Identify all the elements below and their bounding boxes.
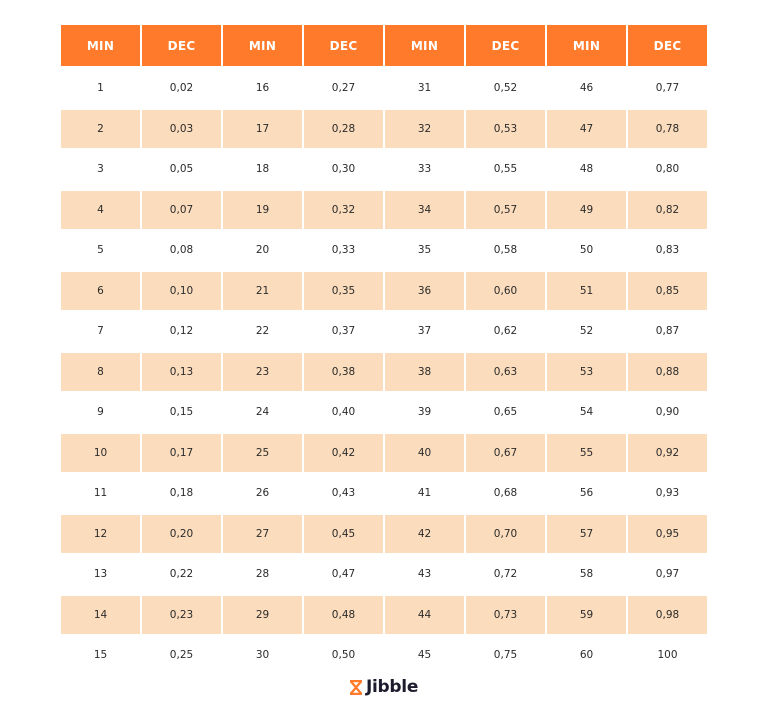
minutes-cell: 5	[97, 244, 104, 257]
decimal-cell: 0,02	[169, 82, 194, 95]
header-cell: MIN	[223, 25, 302, 66]
decimal-cell: 0,35	[304, 272, 383, 310]
decimal-cell: 0,63	[466, 353, 545, 391]
decimal-cell: 0,22	[169, 568, 194, 581]
minutes-cell: 9	[97, 406, 104, 419]
minutes-cell: 41	[417, 487, 432, 500]
minutes-cell: 15	[93, 649, 108, 662]
minutes-cell: 50	[579, 244, 594, 257]
minutes-cell: 3	[97, 163, 104, 176]
decimal-cell: 0,52	[493, 82, 518, 95]
decimal-cell: 0,15	[169, 406, 194, 419]
decimal-cell: 0,03	[142, 110, 221, 148]
conversion-table	[61, 25, 709, 676]
minutes-cell: 11	[93, 487, 108, 500]
decimal-cell: 0,88	[628, 353, 707, 391]
decimal-cell: 0,37	[331, 325, 356, 338]
decimal-cell: 0,50	[331, 649, 356, 662]
header-cell: DEC	[142, 25, 221, 66]
minutes-cell: 22	[255, 325, 270, 338]
table-row	[61, 433, 709, 474]
table-row	[61, 554, 709, 595]
minutes-cell: 14	[61, 596, 140, 634]
decimal-cell: 0,13	[142, 353, 221, 391]
minutes-cell: 40	[385, 434, 464, 472]
minutes-cell: 34	[385, 191, 464, 229]
table-row	[61, 271, 709, 312]
minutes-cell: 32	[385, 110, 464, 148]
logo-text: Jibble	[366, 677, 419, 697]
decimal-cell: 0,53	[466, 110, 545, 148]
decimal-cell: 0,33	[331, 244, 356, 257]
decimal-cell: 0,30	[331, 163, 356, 176]
decimal-cell: 0,38	[304, 353, 383, 391]
minutes-cell: 25	[223, 434, 302, 472]
minutes-cell: 28	[255, 568, 270, 581]
header-cell: MIN	[547, 25, 626, 66]
decimal-cell: 0,92	[628, 434, 707, 472]
minutes-cell: 23	[223, 353, 302, 391]
table-row	[61, 109, 709, 150]
decimal-cell: 0,60	[466, 272, 545, 310]
minutes-cell: 31	[417, 82, 432, 95]
decimal-cell: 0,65	[493, 406, 518, 419]
decimal-cell: 0,32	[304, 191, 383, 229]
table-row	[61, 68, 709, 109]
decimal-cell: 0,28	[304, 110, 383, 148]
header-cell: MIN	[61, 25, 140, 66]
decimal-cell: 0,75	[493, 649, 518, 662]
table-row	[61, 595, 709, 636]
decimal-cell: 0,55	[493, 163, 518, 176]
minutes-cell: 49	[547, 191, 626, 229]
decimal-cell: 0,85	[628, 272, 707, 310]
table-row	[61, 514, 709, 555]
table-row	[61, 635, 709, 676]
decimal-cell: 0,83	[655, 244, 680, 257]
table-row	[61, 392, 709, 433]
decimal-cell: 0,62	[493, 325, 518, 338]
decimal-cell: 0,43	[331, 487, 356, 500]
minutes-cell: 52	[579, 325, 594, 338]
decimal-cell: 0,77	[655, 82, 680, 95]
decimal-cell: 0,93	[655, 487, 680, 500]
decimal-cell: 0,42	[304, 434, 383, 472]
minutes-cell: 17	[223, 110, 302, 148]
minutes-cell: 4	[61, 191, 140, 229]
decimal-cell: 0,48	[304, 596, 383, 634]
minutes-cell: 37	[417, 325, 432, 338]
minutes-cell: 26	[255, 487, 270, 500]
decimal-cell: 0,98	[628, 596, 707, 634]
minutes-cell: 21	[223, 272, 302, 310]
decimal-cell: 0,25	[169, 649, 194, 662]
decimal-cell: 0,72	[493, 568, 518, 581]
minutes-cell: 53	[547, 353, 626, 391]
minutes-cell: 18	[255, 163, 270, 176]
decimal-cell: 100	[657, 649, 678, 662]
minutes-cell: 36	[385, 272, 464, 310]
table-row	[61, 230, 709, 271]
table-row	[61, 311, 709, 352]
minutes-cell: 33	[417, 163, 432, 176]
decimal-cell: 0,47	[331, 568, 356, 581]
table-row	[61, 352, 709, 393]
decimal-cell: 0,80	[655, 163, 680, 176]
minutes-cell: 39	[417, 406, 432, 419]
decimal-cell: 0,90	[655, 406, 680, 419]
minutes-cell: 2	[61, 110, 140, 148]
table-row	[61, 190, 709, 231]
minutes-cell: 48	[579, 163, 594, 176]
minutes-cell: 20	[255, 244, 270, 257]
minutes-cell: 60	[579, 649, 594, 662]
table-row	[61, 473, 709, 514]
decimal-cell: 0,45	[304, 515, 383, 553]
minutes-cell: 8	[61, 353, 140, 391]
decimal-cell: 0,95	[628, 515, 707, 553]
minutes-cell: 35	[417, 244, 432, 257]
header-cell: DEC	[628, 25, 707, 66]
decimal-cell: 0,20	[142, 515, 221, 553]
minutes-cell: 43	[417, 568, 432, 581]
minutes-cell: 29	[223, 596, 302, 634]
minutes-cell: 46	[579, 82, 594, 95]
decimal-cell: 0,17	[142, 434, 221, 472]
decimal-cell: 0,97	[655, 568, 680, 581]
decimal-cell: 0,10	[142, 272, 221, 310]
decimal-cell: 0,73	[466, 596, 545, 634]
decimal-cell: 0,08	[169, 244, 194, 257]
minutes-cell: 12	[61, 515, 140, 553]
decimal-cell: 0,27	[331, 82, 356, 95]
minutes-cell: 7	[97, 325, 104, 338]
minutes-cell: 47	[547, 110, 626, 148]
minutes-cell: 38	[385, 353, 464, 391]
minutes-cell: 58	[579, 568, 594, 581]
decimal-cell: 0,70	[466, 515, 545, 553]
decimal-cell: 0,18	[169, 487, 194, 500]
decimal-cell: 0,07	[142, 191, 221, 229]
hourglass-icon	[349, 679, 363, 696]
header-cell: DEC	[304, 25, 383, 66]
header-cell: MIN	[385, 25, 464, 66]
minutes-cell: 6	[61, 272, 140, 310]
minutes-cell: 44	[385, 596, 464, 634]
table-header-row	[61, 25, 709, 68]
minutes-cell: 13	[93, 568, 108, 581]
decimal-cell: 0,58	[493, 244, 518, 257]
minutes-cell: 30	[255, 649, 270, 662]
decimal-cell: 0,40	[331, 406, 356, 419]
minutes-cell: 59	[547, 596, 626, 634]
minutes-cell: 27	[223, 515, 302, 553]
minutes-cell: 1	[97, 82, 104, 95]
minutes-cell: 56	[579, 487, 594, 500]
minutes-cell: 10	[61, 434, 140, 472]
decimal-cell: 0,87	[655, 325, 680, 338]
decimal-cell: 0,57	[466, 191, 545, 229]
jibble-logo	[349, 676, 418, 698]
decimal-cell: 0,78	[628, 110, 707, 148]
minutes-cell: 42	[385, 515, 464, 553]
minutes-cell: 16	[255, 82, 270, 95]
table-row	[61, 149, 709, 190]
minutes-cell: 54	[579, 406, 594, 419]
minutes-cell: 51	[547, 272, 626, 310]
decimal-cell: 0,82	[628, 191, 707, 229]
decimal-cell: 0,23	[142, 596, 221, 634]
minutes-cell: 19	[223, 191, 302, 229]
minutes-cell: 55	[547, 434, 626, 472]
minutes-cell: 45	[417, 649, 432, 662]
decimal-cell: 0,67	[466, 434, 545, 472]
minutes-cell: 57	[547, 515, 626, 553]
header-cell: DEC	[466, 25, 545, 66]
minutes-cell: 24	[255, 406, 270, 419]
decimal-cell: 0,12	[169, 325, 194, 338]
decimal-cell: 0,05	[169, 163, 194, 176]
table-body	[61, 68, 709, 676]
decimal-cell: 0,68	[493, 487, 518, 500]
